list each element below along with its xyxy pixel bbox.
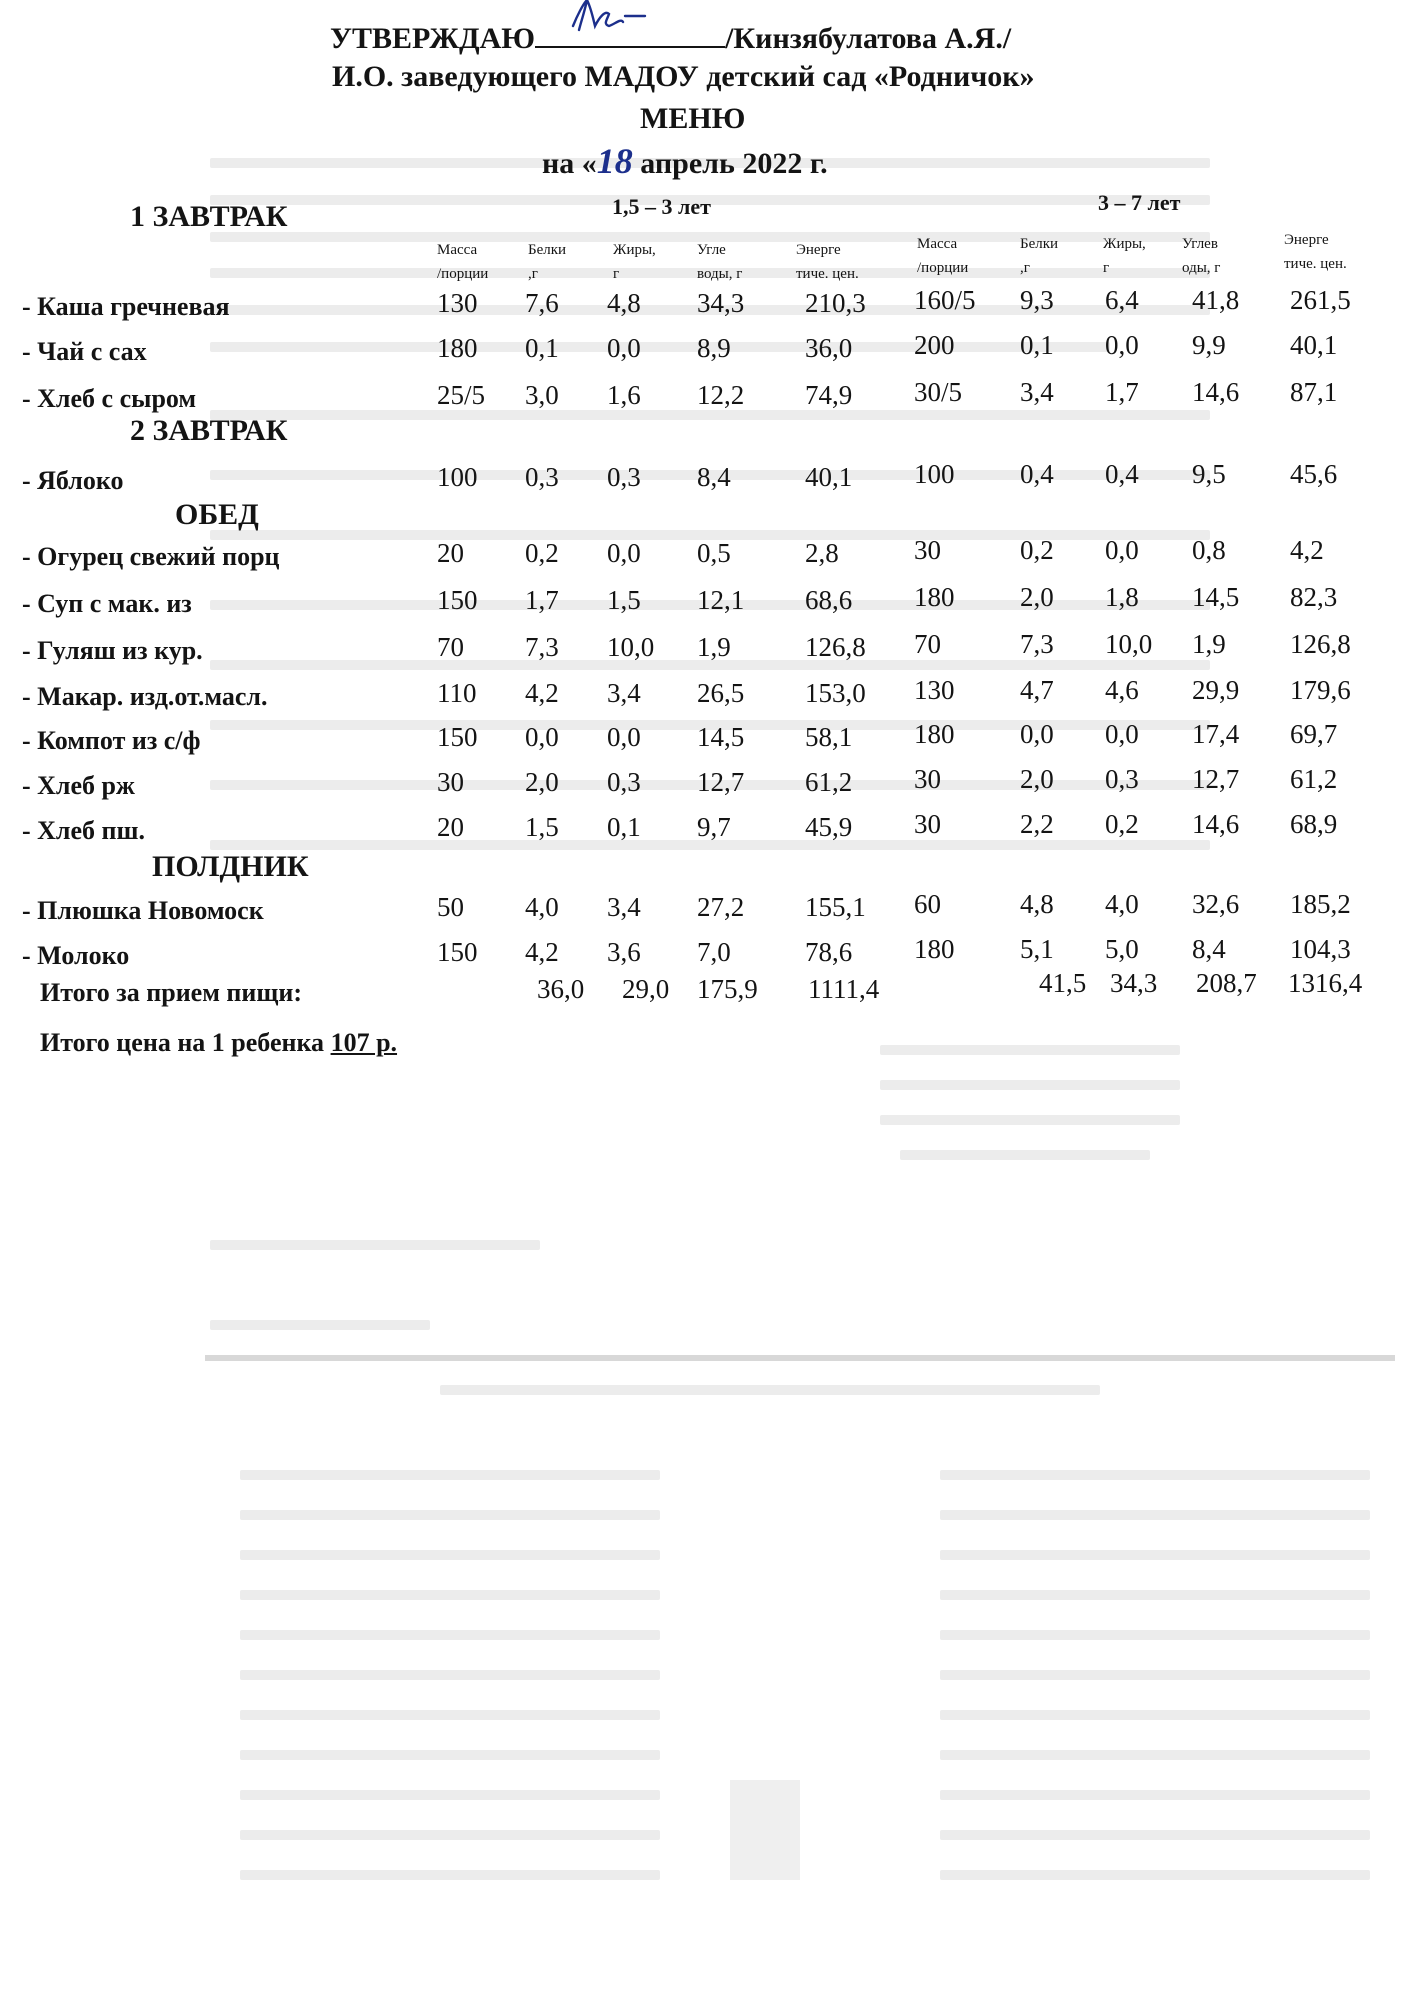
col-protein-young: Белки ,г [528,242,567,282]
approver-name: /Кинзябулатова А.Я./ [725,22,1012,55]
cell-fat-young: 0,0 [607,722,641,752]
cell-mass-young: 50 [437,892,464,922]
approve-label: УТВЕРЖДАЮ [330,22,536,55]
cell-energy-older: 261,5 [1290,285,1351,315]
cell-carbs-young: 34,3 [697,288,745,318]
cell-mass-young: 70 [437,632,464,662]
cell-carbs-older: 41,8 [1192,285,1240,315]
cell-protein-young: 0,0 [525,722,559,752]
cell-fat-older: 4,6 [1105,675,1139,705]
signature-line [535,20,725,48]
dish-name: - Хлеб пш. [22,816,145,845]
cell-protein-older: 0,4 [1020,459,1054,489]
cell-carbs-older: 8,4 [1192,934,1226,964]
dish-name: - Гуляш из кур. [22,636,203,665]
approver-position: И.О. заведующего МАДОУ детский сад «Родничок» [332,60,1035,93]
section-breakfast-1: 1 ЗАВТРАК [130,200,288,233]
totals-label: Итого за прием пищи: [40,978,302,1007]
cell-mass-young: 110 [437,678,477,708]
cell-fat-young: 3,4 [607,892,641,922]
cell-protein-young: 7,3 [525,632,559,662]
col-protein-older: Белки ,г [1020,236,1059,276]
cell-carbs-young: 0,5 [697,538,731,568]
cell-mass-older: 180 [914,719,955,749]
col-carbs-older: Углев оды, г [1182,236,1221,276]
total-fat-young: 29,0 [622,974,670,1004]
cell-energy-older: 185,2 [1290,889,1351,919]
cell-fat-young: 0,1 [607,812,641,842]
cell-fat-older: 1,8 [1105,582,1139,612]
cell-fat-young: 1,5 [607,585,641,615]
cell-carbs-young: 12,7 [697,767,745,797]
cell-mass-young: 25/5 [437,380,486,410]
cell-carbs-older: 14,5 [1192,582,1240,612]
cell-fat-young: 0,0 [607,538,641,568]
cell-energy-older: 104,3 [1290,934,1351,964]
cell-energy-young: 210,3 [805,288,866,318]
cell-energy-older: 69,7 [1290,719,1338,749]
date-suffix: апрель 2022 г. [632,147,828,180]
cell-fat-older: 0,0 [1105,719,1139,749]
cell-mass-young: 30 [437,767,464,797]
age-group-young: 1,5 – 3 лет [612,194,711,219]
cell-mass-older: 180 [914,934,955,964]
cell-mass-older: 70 [914,629,941,659]
cell-protein-older: 2,2 [1020,809,1054,839]
cell-mass-young: 150 [437,585,478,615]
cell-mass-older: 30 [914,535,941,565]
cell-protein-young: 3,0 [525,380,559,410]
cell-fat-older: 5,0 [1105,934,1139,964]
date-day: 18 [596,141,633,181]
cell-fat-older: 0,3 [1105,764,1139,794]
cell-energy-older: 126,8 [1290,629,1351,659]
cell-fat-young: 3,6 [607,937,641,967]
cell-protein-older: 2,0 [1020,764,1054,794]
cell-fat-young: 1,6 [607,380,641,410]
col-fat-older: Жиры, г [1103,236,1146,276]
cell-protein-older: 0,0 [1020,719,1054,749]
cell-carbs-young: 1,9 [697,632,731,662]
cell-carbs-older: 32,6 [1192,889,1240,919]
cell-energy-young: 74,9 [805,380,853,410]
dish-name: - Суп с мак. из [22,589,192,618]
cell-energy-older: 179,6 [1290,675,1351,705]
cell-energy-older: 68,9 [1290,809,1338,839]
cell-energy-older: 45,6 [1290,459,1338,489]
cell-carbs-older: 12,7 [1192,764,1240,794]
cell-carbs-older: 9,5 [1192,459,1226,489]
approval-line [330,20,1011,56]
price-value: 107 р. [330,1028,398,1057]
dish-name: - Молоко [22,941,130,970]
cell-energy-older: 4,2 [1290,535,1324,565]
dish-name: - Макар. изд.от.масл. [22,682,268,711]
section-breakfast-2: 2 ЗАВТРАК [130,414,288,447]
col-energy-older: Энерге тиче. цен. [1284,232,1347,272]
cell-protein-young: 1,5 [525,812,559,842]
cell-protein-older: 0,1 [1020,330,1054,360]
cell-fat-young: 0,3 [607,462,641,492]
cell-energy-young: 36,0 [805,333,853,363]
cell-mass-older: 130 [914,675,955,705]
cell-mass-older: 160/5 [914,285,976,315]
cell-energy-young: 153,0 [805,678,866,708]
cell-fat-young: 0,0 [607,333,641,363]
cell-carbs-young: 9,7 [697,812,731,842]
cell-mass-older: 30 [914,809,941,839]
cell-energy-young: 78,6 [805,937,853,967]
bleed-stamp [730,1780,800,1880]
cell-fat-young: 3,4 [607,678,641,708]
cell-mass-young: 130 [437,288,478,318]
col-mass-older: Масса /порции [917,236,969,276]
col-fat-young: Жиры, г [613,242,656,282]
cell-carbs-older: 17,4 [1192,719,1240,749]
cell-mass-young: 150 [437,722,478,752]
cell-fat-older: 0,0 [1105,330,1139,360]
cell-mass-older: 30/5 [914,377,963,407]
price-line [40,1028,397,1058]
total-carbs-older: 208,7 [1196,968,1257,998]
dish-name: - Яблоко [22,466,124,495]
cell-protein-older: 9,3 [1020,285,1054,315]
dish-name: - Хлеб с сыром [22,384,197,413]
cell-mass-young: 100 [437,462,478,492]
cell-energy-young: 2,8 [805,538,839,568]
cell-carbs-older: 9,9 [1192,330,1226,360]
dish-name: - Хлеб рж [22,771,135,800]
cell-protein-young: 0,3 [525,462,559,492]
cell-protein-older: 4,8 [1020,889,1054,919]
total-protein-older: 41,5 [1039,968,1087,998]
cell-carbs-young: 7,0 [697,937,731,967]
cell-protein-older: 0,2 [1020,535,1054,565]
col-mass-young: Масса /порции [437,242,489,282]
total-carbs-young: 175,9 [697,974,758,1004]
cell-carbs-young: 14,5 [697,722,745,752]
cell-protein-young: 7,6 [525,288,559,318]
cell-protein-young: 0,2 [525,538,559,568]
cell-protein-young: 4,0 [525,892,559,922]
cell-protein-older: 3,4 [1020,377,1054,407]
cell-mass-older: 180 [914,582,955,612]
cell-carbs-young: 8,9 [697,333,731,363]
cell-carbs-young: 26,5 [697,678,745,708]
dish-name: - Чай с сах [22,337,147,366]
total-fat-older: 34,3 [1110,968,1158,998]
cell-mass-young: 150 [437,937,478,967]
cell-carbs-older: 14,6 [1192,377,1240,407]
cell-mass-older: 200 [914,330,955,360]
cell-protein-older: 4,7 [1020,675,1054,705]
cell-energy-older: 40,1 [1290,330,1338,360]
cell-carbs-young: 12,2 [697,380,745,410]
cell-mass-older: 100 [914,459,955,489]
cell-energy-older: 82,3 [1290,582,1338,612]
total-energy-young: 1111,4 [808,974,880,1004]
col-carbs-young: Угле воды, г [697,242,743,282]
signature-mark [565,0,655,36]
dish-name: - Огурец свежий порц [22,542,280,571]
cell-protein-older: 5,1 [1020,934,1054,964]
cell-fat-older: 6,4 [1105,285,1139,315]
page-title: МЕНЮ [640,102,746,135]
cell-energy-young: 40,1 [805,462,853,492]
cell-fat-older: 0,0 [1105,535,1139,565]
cell-carbs-older: 0,8 [1192,535,1226,565]
cell-fat-older: 0,2 [1105,809,1139,839]
cell-carbs-older: 14,6 [1192,809,1240,839]
dish-name: - Плюшка Новомоск [22,896,264,925]
cell-protein-older: 2,0 [1020,582,1054,612]
cell-fat-young: 4,8 [607,288,641,318]
cell-carbs-young: 27,2 [697,892,745,922]
cell-energy-young: 61,2 [805,767,853,797]
cell-carbs-older: 29,9 [1192,675,1240,705]
cell-fat-young: 10,0 [607,632,655,662]
cell-fat-older: 10,0 [1105,629,1153,659]
cell-protein-young: 4,2 [525,678,559,708]
cell-protein-young: 0,1 [525,333,559,363]
age-group-older: 3 – 7 лет [1098,190,1181,215]
cell-fat-older: 1,7 [1105,377,1139,407]
menu-date [542,140,828,182]
cell-energy-older: 87,1 [1290,377,1338,407]
total-protein-young: 36,0 [537,974,585,1004]
cell-energy-young: 58,1 [805,722,853,752]
cell-mass-young: 180 [437,333,478,363]
cell-carbs-older: 1,9 [1192,629,1226,659]
section-lunch: ОБЕД [175,498,259,531]
cell-mass-young: 20 [437,538,464,568]
cell-carbs-young: 12,1 [697,585,745,615]
cell-energy-young: 45,9 [805,812,853,842]
cell-protein-young: 4,2 [525,937,559,967]
date-prefix: на « [542,147,597,180]
section-snack: ПОЛДНИК [152,850,309,883]
cell-mass-older: 30 [914,764,941,794]
cell-fat-older: 4,0 [1105,889,1139,919]
dish-name: - Компот из с/ф [22,726,201,755]
cell-mass-older: 60 [914,889,941,919]
cell-energy-older: 61,2 [1290,764,1338,794]
cell-protein-young: 1,7 [525,585,559,615]
total-energy-older: 1316,4 [1288,968,1363,998]
cell-energy-young: 155,1 [805,892,866,922]
dish-name: - Каша гречневая [22,292,230,321]
cell-fat-young: 0,3 [607,767,641,797]
cell-protein-older: 7,3 [1020,629,1054,659]
cell-energy-young: 68,6 [805,585,853,615]
cell-carbs-young: 8,4 [697,462,731,492]
cell-fat-older: 0,4 [1105,459,1139,489]
cell-protein-young: 2,0 [525,767,559,797]
cell-energy-young: 126,8 [805,632,866,662]
cell-mass-young: 20 [437,812,464,842]
price-label: Итого цена на 1 ребенка [40,1028,331,1057]
col-energy-young: Энерге тиче. цен. [796,242,859,282]
